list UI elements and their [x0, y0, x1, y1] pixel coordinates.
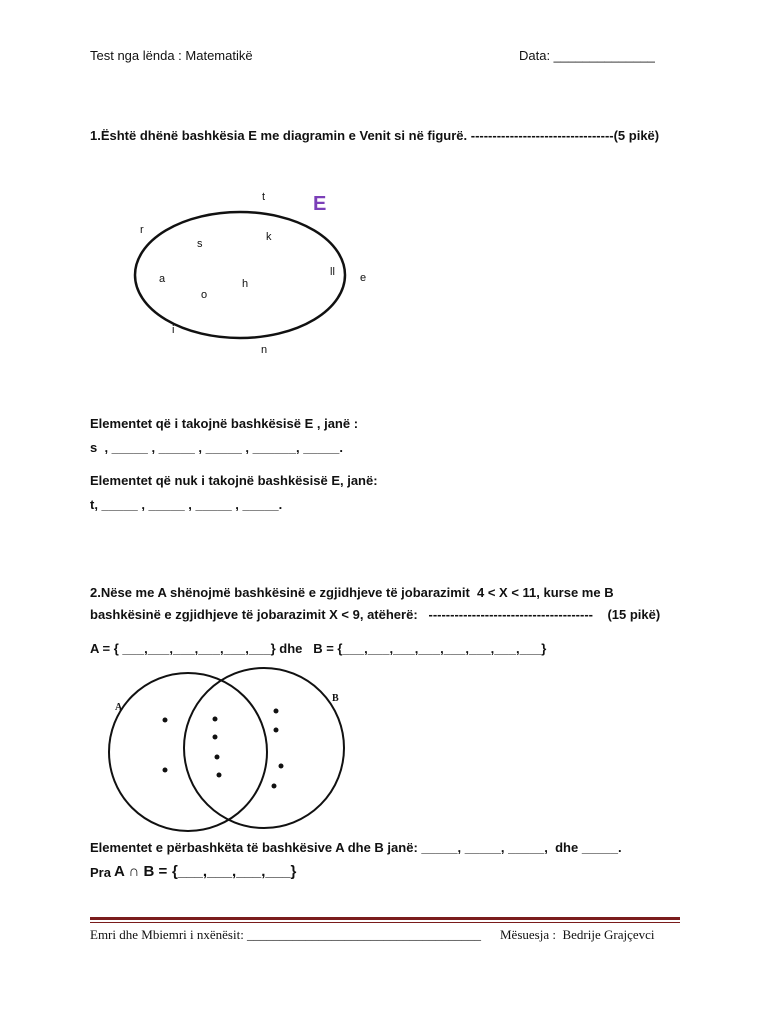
q2-sets-answer[interactable]: A = { ___,___,___,___,___,___} dhe B = {___,___,___,___,___,___,___,___}: [90, 641, 547, 656]
venn-dots: [163, 709, 284, 789]
element-r: r: [140, 224, 144, 236]
footer-rule-thin: [90, 922, 680, 923]
q2-common-answer[interactable]: Elementet e përbashkëta të bashkësive A dhe B janë: _____, _____, _____, dhe _____.: [90, 840, 622, 855]
element-h: h: [242, 278, 249, 290]
dot-b-only-3: [279, 764, 284, 769]
q1-in-heading: Elementet që i takojnë bashkësisë E , janë :: [90, 416, 359, 431]
dot-b-only-4: [272, 784, 277, 789]
q1-out-answer[interactable]: t, _____ , _____ , _____ , _____.: [90, 497, 283, 512]
q2-pra: Pra: [90, 865, 111, 880]
q1-in-answer[interactable]: s , _____ , _____ , _____ , ______, _____.: [90, 440, 343, 455]
element-e: e: [360, 272, 367, 284]
dot-common-4: [217, 773, 222, 778]
set-e-ellipse: [135, 212, 345, 338]
q2-intersection-answer[interactable]: {___,___,___,___}: [172, 863, 297, 880]
q1-out-heading: Elementet që nuk i takojnë bashkësisë E, janë:: [90, 473, 378, 488]
q2-intersection-label: A ∩ B =: [114, 863, 168, 880]
student-name-field[interactable]: Emri dhe Mbiemri i nxënësit: ____________________________________: [90, 927, 482, 942]
element-k: k: [266, 231, 272, 243]
dot-b-only-2: [274, 728, 279, 733]
teacher-name: Mësuesja : Bedrije Grajçevci: [500, 927, 655, 942]
element-i: i: [172, 324, 175, 336]
date-field: Data: ______________: [519, 48, 655, 63]
dot-common-2: [213, 735, 218, 740]
dot-a-only-1: [163, 718, 168, 723]
set-a-circle: [109, 673, 267, 831]
dot-a-only-2: [163, 768, 168, 773]
element-t: t: [262, 191, 266, 203]
dot-b-only-1: [274, 709, 279, 714]
q1-title: 1.Është dhënë bashkësia E me diagramin e Venit si në figurë. ---------------------------------(5 pikë): [90, 128, 660, 143]
venn-label-a: A: [115, 702, 123, 713]
venn-label-b: B: [332, 693, 339, 704]
q2-line2: bashkësinë e zgjidhjeve të jobarazimit X < 9, atëherë: -------------------------------------- (15 pikë): [90, 607, 661, 622]
element-n: n: [261, 344, 268, 356]
element-ll: ll: [330, 266, 335, 278]
set-b-circle: [184, 668, 344, 828]
element-o: o: [201, 289, 208, 301]
subject-header: Test nga lënda : Matematikë: [90, 48, 253, 63]
dot-common-1: [213, 717, 218, 722]
footer-rule: [90, 917, 680, 920]
dot-common-3: [215, 755, 220, 760]
set-e-label: E: [313, 193, 327, 215]
element-a: a: [159, 273, 166, 285]
q2-line1: 2.Nëse me A shënojmë bashkësinë e zgjidhjeve të jobarazimit 4 < X < 11, kurse me B: [90, 585, 614, 600]
element-s: s: [197, 238, 203, 250]
